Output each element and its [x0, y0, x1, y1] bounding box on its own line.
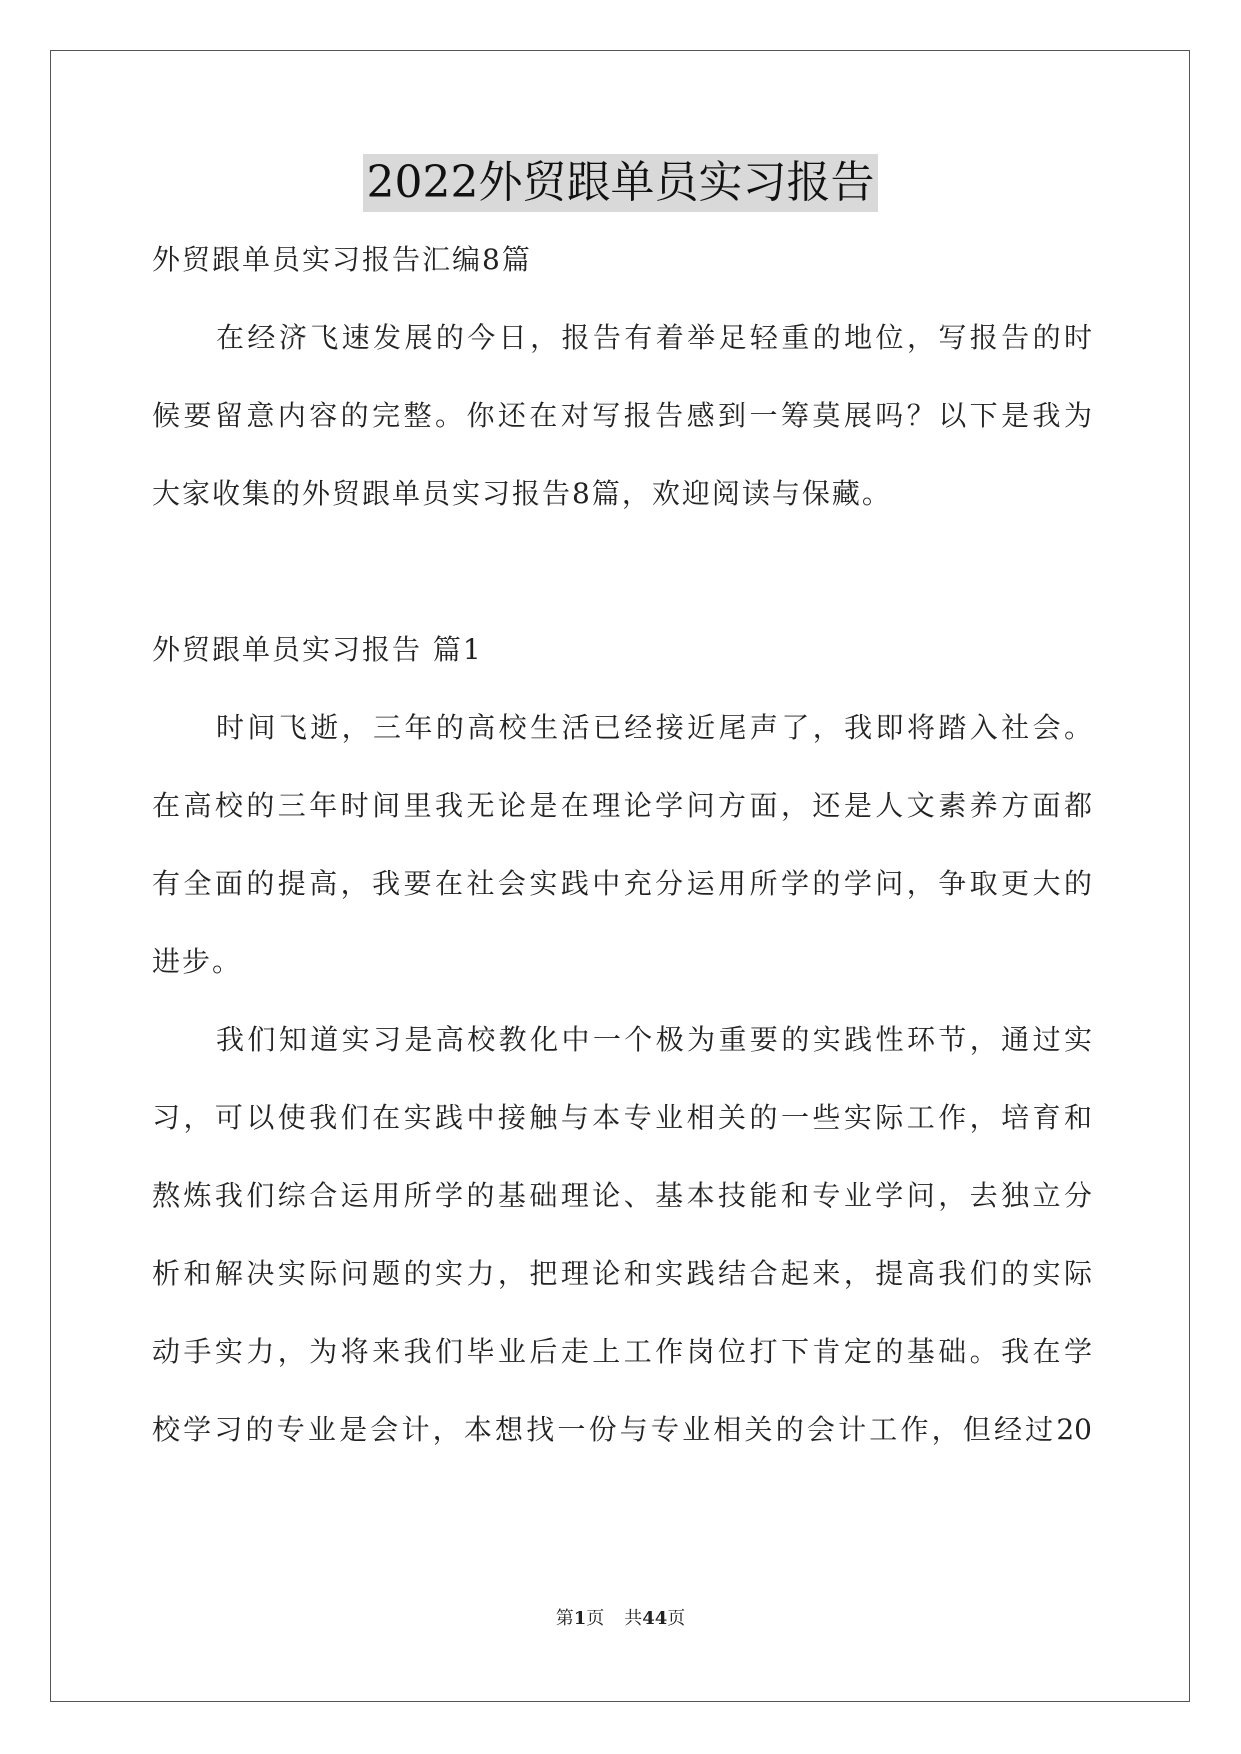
section-heading: 外贸跟单员实习报告 篇1	[152, 633, 483, 666]
paragraph-line: 析和解决实际问题的实力，把理论和实践结合起来，提高我们的实际	[152, 1257, 1092, 1290]
document-title: 2022外贸跟单员实习报告	[363, 154, 879, 212]
total-suffix: 页	[667, 1608, 686, 1629]
page-prefix: 第	[555, 1608, 574, 1629]
paragraph-line: 有全面的提高，我要在社会实践中充分运用所学的学问，争取更大的	[152, 867, 1092, 900]
total-prefix: 共	[624, 1608, 643, 1629]
paragraph-line: 进步。	[152, 945, 243, 978]
paragraph-line: 我们知道实习是高校教化中一个极为重要的实践性环节，通过实	[216, 1023, 1092, 1056]
title-container	[0, 154, 1241, 212]
intro-line: 在经济飞速发展的今日，报告有着举足轻重的地位，写报告的时	[216, 321, 1092, 354]
paragraph-line: 校学习的专业是会计，本想找一份与专业相关的会计工作，但经过20	[152, 1413, 1092, 1446]
paragraph-line: 时间飞逝，三年的高校生活已经接近尾声了，我即将踏入社会。	[216, 711, 1092, 744]
paragraph-line: 习，可以使我们在实践中接触与本专业相关的一些实际工作，培育和	[152, 1101, 1092, 1134]
total-pages: 44	[642, 1608, 668, 1629]
document-body	[152, 240, 1092, 1488]
paragraph-line: 动手实力，为将来我们毕业后走上工作岗位打下肯定的基础。我在学	[152, 1335, 1092, 1368]
intro-line: 候要留意内容的完整。你还在对写报告感到一筹莫展吗？以下是我为	[152, 399, 1092, 432]
page-footer	[0, 1604, 1241, 1630]
intro-line: 大家收集的外贸跟单员实习报告8篇，欢迎阅读与保藏。	[152, 477, 892, 510]
paragraph-line: 熬炼我们综合运用所学的基础理论、基本技能和专业学问，去独立分	[152, 1179, 1092, 1212]
page-suffix: 页	[586, 1608, 605, 1629]
document-subtitle: 外贸跟单员实习报告汇编8篇	[152, 243, 532, 276]
paragraph-line: 在高校的三年时间里我无论是在理论学问方面，还是人文素养方面都	[152, 789, 1092, 822]
page-number: 1	[573, 1608, 587, 1629]
